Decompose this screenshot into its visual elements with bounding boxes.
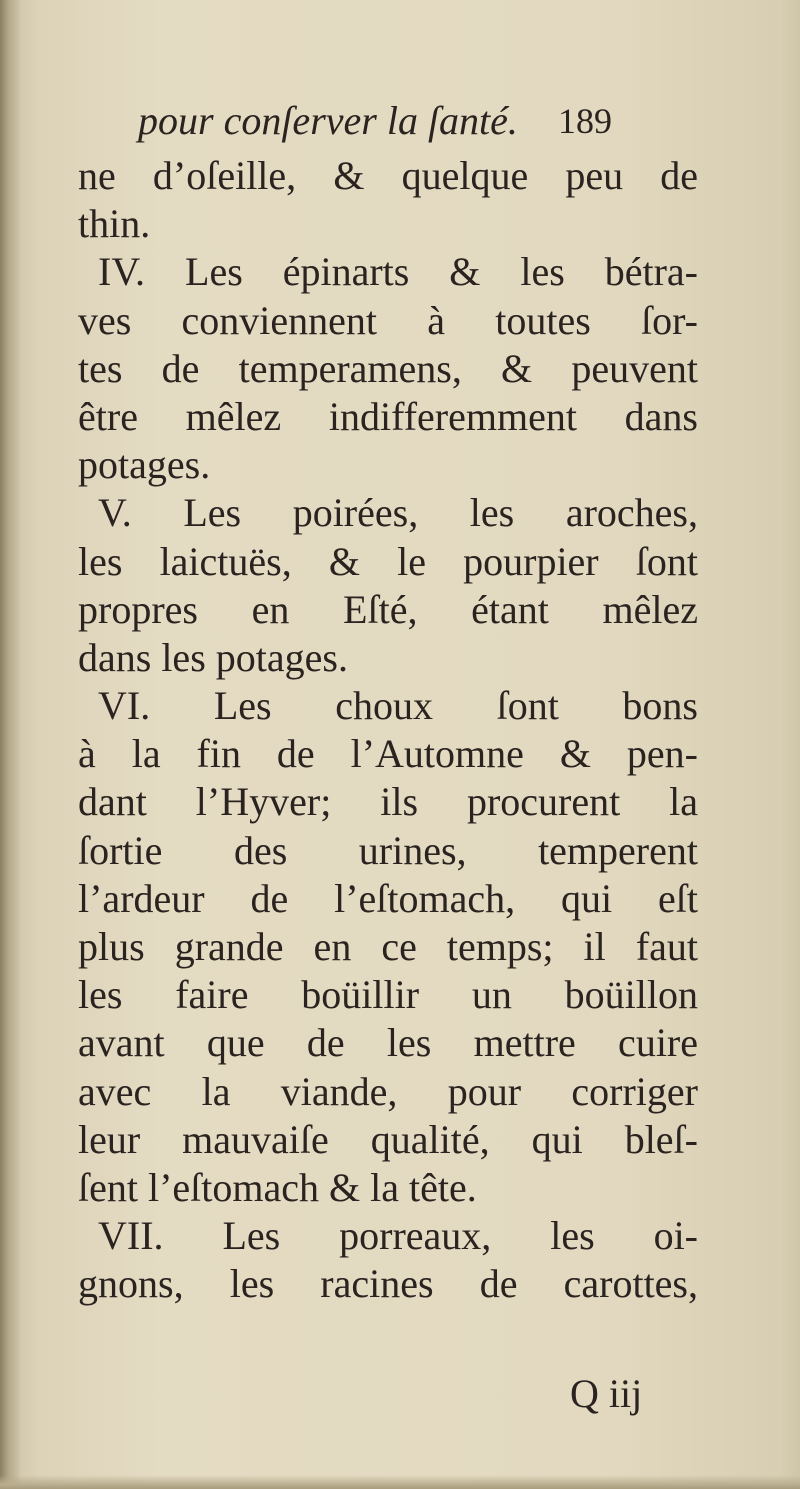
text-line: IV. Les épinarts & les bétra- [98,249,698,295]
text-line: les faire boüillir un boüillon [78,972,698,1018]
text-line: V. Les poirées, les aroches, [98,490,698,536]
text-line: propres en Eſté, étant mêlez [78,586,698,632]
text-line: ſent l’eſtomach & la tête. [78,1164,477,1210]
text-line: avec la viande, pour corriger [78,1068,698,1114]
text-line: potages. [78,442,211,488]
text-line: plus grande en ce temps; il faut [78,924,698,969]
text-line: VI. Les choux ſont bons [98,683,698,729]
page-bottom-edge [0,1475,800,1489]
text-line: tes de temperamens, & peuvent [78,345,698,391]
text-line: dans les potages. [78,634,348,680]
text-line: leur mauvaiſe qualité, qui bleſ- [78,1116,698,1162]
page-number: 189 [558,101,612,141]
text-line: avant que de les mettre cuire [78,1020,698,1066]
text-line: thin. [78,201,151,247]
page-header [138,96,678,156]
text-line: ne d’oſeille, & quelque peu de [78,153,698,198]
text-line: les laictuës, & le pourpier ſont [78,538,698,584]
page-gutter [0,0,20,1489]
body-text [78,152,698,1309]
text-line: à la fin de l’Automne & pen- [78,731,698,777]
text-line: ſortie des urines, temperent [78,827,698,873]
text-line: dant l’Hyver; ils procurent la [78,779,698,825]
text-line: gnons, les racines de carottes, [78,1261,698,1307]
text-line: ves conviennent à toutes ſor- [78,297,698,343]
text-line: VII. Les porreaux, les oi- [98,1213,698,1259]
text-line: l’ardeur de l’eſtomach, qui eſt [78,875,698,921]
text-line: être mêlez indifferemment dans [78,393,698,439]
running-head: pour conſerver la ſanté. [138,98,518,143]
signature-mark: Q iij [570,1371,643,1416]
